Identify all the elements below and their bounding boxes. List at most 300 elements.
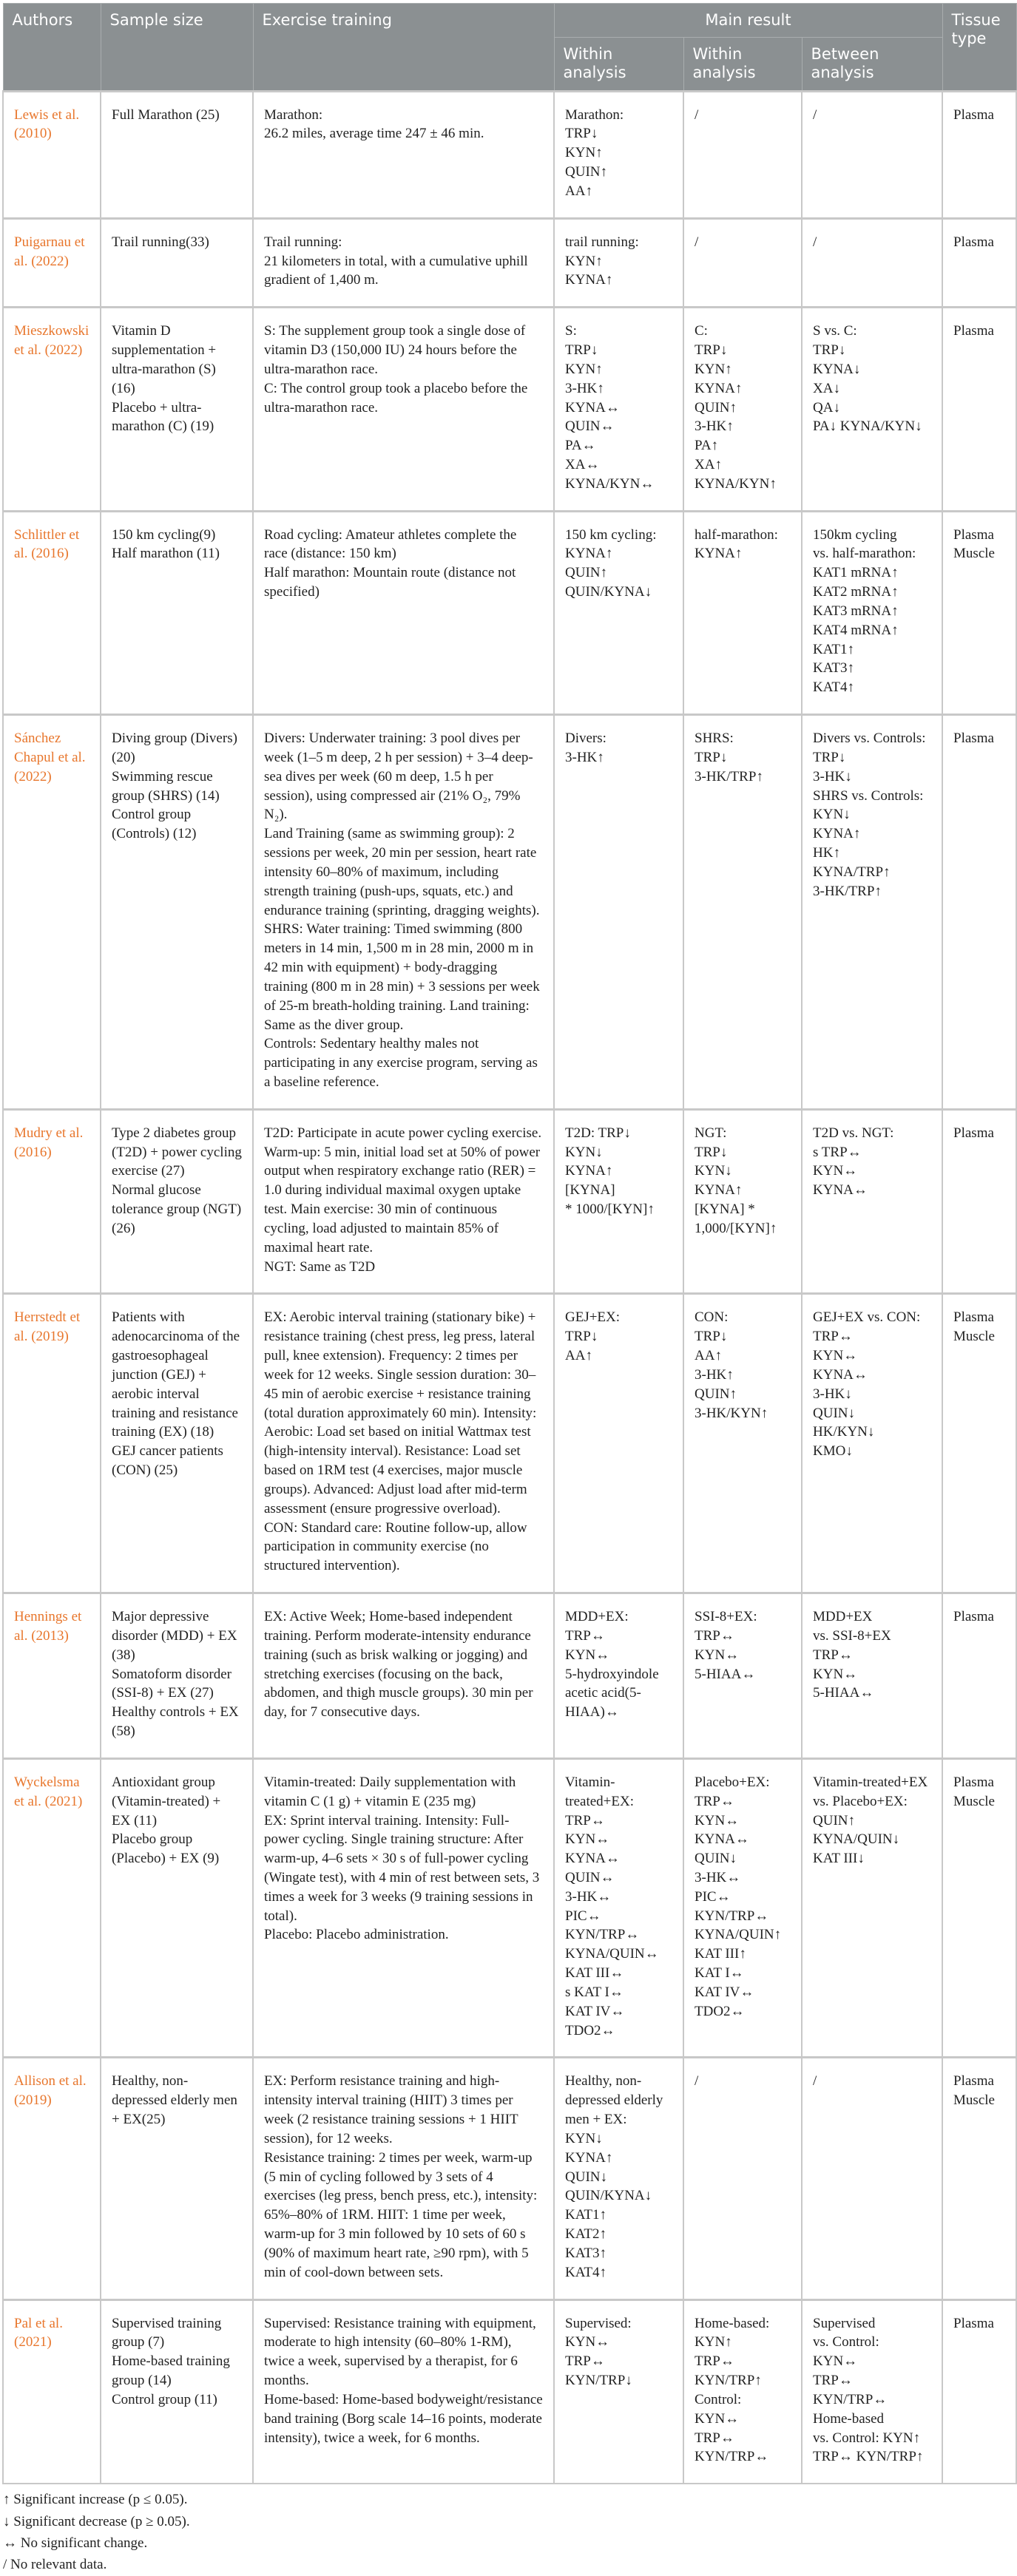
cell-line: s KAT I↔ — [565, 1984, 624, 2000]
cell-line: Control group (Controls) (12) — [112, 807, 197, 842]
cell-line: Placebo group (Placebo) + EX (9) — [112, 1831, 220, 1867]
table-body — [3, 91, 1016, 2484]
cell-line: TRP↔ KYN/TRP↑ — [813, 2449, 924, 2465]
cell-line: QUIN↓ — [813, 1405, 855, 1421]
cell-line: HK↑ — [813, 845, 840, 861]
within-analysis-2-cell — [683, 91, 802, 218]
exercise-training-cell — [253, 1593, 554, 1759]
table-row — [3, 2058, 1016, 2299]
header-tissue-type: Tissue type — [942, 4, 1016, 92]
cell-line: 3-HK↔ — [695, 1869, 741, 1885]
table-footnotes — [0, 2484, 1017, 2576]
cell-line: TRP↔ — [813, 2373, 853, 2389]
within-analysis-2-cell — [683, 218, 802, 307]
cell-line: PA↔ — [565, 438, 596, 454]
cell-line: Trail running(33) — [112, 234, 209, 250]
within-analysis-1-cell — [554, 91, 683, 218]
cell-line: GEJ cancer patients (CON) (25) — [112, 1443, 223, 1479]
header-main-result: Main result — [554, 4, 942, 38]
cell-line: KYN↔ — [565, 1831, 610, 1848]
table-row — [3, 1758, 1016, 2058]
cell-line: / — [813, 234, 817, 250]
cell-line: KYN↑ — [565, 253, 603, 269]
cell-line: Control group (11) — [112, 2391, 217, 2407]
cell-line: AA↑ — [695, 1348, 722, 1364]
cell-line: 21 kilometers in total, with a cumulative uphill gradient of 1,400 m. — [264, 253, 528, 288]
cell-line: KYN↓ — [565, 1144, 603, 1160]
cell-line: Placebo+EX: — [695, 1774, 770, 1790]
between-analysis-cell — [802, 1593, 942, 1759]
cell-line: 26.2 miles, average time 247 ± 46 min. — [264, 126, 484, 142]
within-analysis-2-cell — [683, 2299, 802, 2484]
cell-line: / — [813, 2073, 817, 2089]
cell-line: Vitamin-treated+EX — [813, 1774, 928, 1790]
cell-line: Plasma — [953, 526, 994, 543]
cell-line: TRP↔ — [695, 1627, 734, 1644]
within-analysis-1-cell — [554, 2058, 683, 2299]
cell-line: KAT1 mRNA↑ — [813, 565, 899, 581]
cell-line: NGT: — [695, 1125, 727, 1141]
cell-line: Somatoform disorder (SSI-8) + EX (27) — [112, 1666, 232, 1701]
cell-line: Supervised: Resistance training with equipment, moderate to high intensity (60–80% 1-RM), twice a week, supervised by a therapist, for 6 months. — [264, 2315, 536, 2389]
cell-line: PIC↔ — [695, 1888, 731, 1905]
cell-line: KAT3 mRNA↑ — [813, 603, 899, 619]
cell-line: KAT4↑ — [813, 679, 854, 696]
cell-line: Home-based — [813, 2410, 885, 2427]
footnote: / No relevant data. — [3, 2557, 107, 2573]
between-analysis-cell — [802, 218, 942, 307]
cell-line: TRP↔ — [565, 1812, 605, 1828]
within-analysis-2-cell — [683, 1758, 802, 2058]
cell-line: XA↓ — [813, 380, 840, 396]
table-row — [3, 1294, 1016, 1593]
cell-line: HK/KYN↓ — [813, 1424, 875, 1440]
author-cell[interactable]: Mudry et al. (2016) — [3, 1109, 101, 1294]
cell-line: Plasma — [953, 106, 994, 123]
cell-line: Resistance training: 2 times per week, warm-up (5 min of cycling followed by 3 sets of 4 exercises (leg press, bench press, etc.), intensity: 65%–80% of 1RM. HIIT: 1 time per week, warm-up for 3 min followed by 10 sets of 60 s (90% of maximum heart rate, ≥90 rpm), with 5 min of cool-down between sets. — [264, 2149, 538, 2280]
cell-line: TDO2↔ — [565, 2022, 615, 2038]
between-analysis-cell — [802, 91, 942, 218]
cell-line: 3-HK↓ — [813, 1386, 852, 1402]
cell-line: KAT III↓ — [813, 1851, 865, 1867]
author-cell[interactable]: Pal et al. (2021) — [3, 2299, 101, 2484]
cell-line: KYN↑ — [695, 361, 732, 377]
cell-line: Plasma — [953, 731, 994, 747]
cell-line: MDD+EX — [813, 1609, 873, 1625]
sample-size-cell — [101, 2058, 253, 2299]
header-row-top — [3, 4, 1016, 38]
cell-line: EX: Perform resistance training and high-intensity interval training (HIIT) 3 times per week (2 resistance training sessions + 1 HIIT session), for 12 weeks. — [264, 2073, 518, 2146]
cell-line: Plasma — [953, 234, 994, 250]
cell-line: KAT4↑ — [565, 2264, 607, 2280]
author-cell[interactable]: Hennings et al. (2013) — [3, 1593, 101, 1759]
sample-size-cell — [101, 308, 253, 511]
exercise-training-cell — [253, 308, 554, 511]
cell-line: QA↓ — [813, 399, 840, 416]
cell-line: Healthy, non-depressed elderly men + EX(25) — [112, 2073, 237, 2128]
within-analysis-2-cell — [683, 715, 802, 1110]
between-analysis-cell — [802, 715, 942, 1110]
cell-line: 150km cycling — [813, 526, 897, 543]
cell-line: KYN/TRP↔ — [813, 2391, 888, 2407]
cell-line: QUIN↑ — [695, 399, 737, 416]
cell-line: TRP↓ — [695, 749, 728, 765]
cell-line: Healthy, non-depressed elderly men + EX: — [565, 2073, 663, 2128]
tissue-type-cell — [942, 91, 1016, 218]
footnote: ↓ Significant decrease (p ≥ 0.05). — [3, 2513, 190, 2529]
sample-size-cell — [101, 1109, 253, 1294]
cell-line: KMO↓ — [813, 1443, 853, 1460]
cell-line: KYNA↔ — [813, 1182, 868, 1199]
cell-line: 3-HK/KYN↑ — [695, 1405, 768, 1421]
within-analysis-2-cell — [683, 1109, 802, 1294]
cell-line: TRP↔ — [695, 2353, 734, 2370]
cell-line: Plasma — [953, 1309, 994, 1326]
cell-line: TRP↓ — [565, 1329, 598, 1345]
tissue-type-cell — [942, 308, 1016, 511]
cell-line: Control: — [695, 2391, 742, 2407]
between-analysis-cell — [802, 2299, 942, 2484]
cell-line: KYN↔ — [695, 1647, 740, 1663]
header-within-analysis-1: Within analysis — [554, 38, 683, 91]
table-row — [3, 91, 1016, 218]
cell-line: GEJ+EX vs. CON: — [813, 1309, 921, 1326]
cell-line: QUIN↑ — [813, 1812, 855, 1828]
cell-line: [KYNA] * — [695, 1201, 755, 1218]
cell-line: KYN↑ — [695, 2334, 732, 2350]
cell-line: TRP↔ — [695, 2430, 734, 2446]
cell-line: Plasma — [953, 1125, 994, 1141]
cell-line: Road cycling: Amateur athletes complete the race (distance: 150 km) — [264, 526, 517, 562]
author-cell[interactable]: Sánchez Chapul et al. (2022) — [3, 715, 101, 1110]
cell-line: Muscle — [953, 1793, 995, 1809]
between-analysis-cell — [802, 511, 942, 714]
cell-line: KYNA/QUIN↑ — [695, 1927, 782, 1943]
cell-line: CON: Standard care: Routine follow-up, allow participation in community exercise (no structured intervention). — [264, 1519, 527, 1574]
cell-line: KYNA↔ — [813, 1366, 868, 1383]
sample-size-cell — [101, 1294, 253, 1593]
cell-line: Land Training (same as swimming group): 2 sessions per week, 20 min per session, heart rate intensity 60–80% of maximum, including strength training (push-ups, squats, etc.) and endurance training (sprinting, dragging weights). — [264, 826, 540, 918]
cell-line: QUIN↓ — [695, 1851, 737, 1867]
within-analysis-1-cell — [554, 1758, 683, 2058]
cell-line: 3-HK/TRP↑ — [813, 883, 882, 899]
cell-line: CON: — [695, 1309, 729, 1326]
cell-line: TRP↔ — [565, 2353, 605, 2370]
within-analysis-1-cell — [554, 218, 683, 307]
header-between-analysis: Between analysis — [802, 38, 942, 91]
cell-line: GEJ+EX: — [565, 1309, 621, 1326]
cell-line: QUIN↑ — [565, 164, 607, 180]
footnote: ↑ Significant increase (p ≤ 0.05). — [3, 2492, 188, 2508]
author-cell[interactable]: Herrstedt et al. (2019) — [3, 1294, 101, 1593]
cell-line: Divers vs. Controls: — [813, 731, 926, 747]
sample-size-cell — [101, 511, 253, 714]
cell-line: SHRS vs. Controls: — [813, 787, 924, 804]
cell-line: KYNA↔ — [695, 1831, 749, 1848]
cell-line: TRP↓ — [695, 1329, 728, 1345]
cell-line: Normal glucose tolerance group (NGT) (26) — [112, 1182, 242, 1236]
cell-line: Placebo + ultra-marathon (C) (19) — [112, 399, 214, 435]
cell-line: EX: Sprint interval training. Intensity: Full-power cycling. Single training structure: After warm-up, 4–6 sets × 30 s of full-power cycling (Wingate test), with 4 min of rest between sets, 3 times a week for 3 weeks (9 training sessions in total). — [264, 1812, 540, 1924]
cell-line: Vitamin-treated+EX: — [565, 1774, 635, 1809]
footnote: ↔ No significant change. — [3, 2535, 148, 2552]
cell-line: 5-HIAA↔ — [695, 1666, 756, 1682]
cell-line: Major depressive disorder (MDD) + EX (38) — [112, 1609, 237, 1663]
cell-line: KYNA↑ — [813, 826, 861, 842]
cell-line: SHRS: Water training: Timed swimming (800 meters in 14 min, 1,500 m in 28 min, 2000 m in 42 min with equipment) + body-dragging training (800 m in 28 min) + 3 sessions per week of 25-m breath-holding training. Land training: Same as the diver group. — [264, 921, 540, 1033]
cell-line: XA↔ — [565, 456, 600, 472]
within-analysis-2-cell — [683, 2058, 802, 2299]
within-analysis-1-cell — [554, 2299, 683, 2484]
cell-line: KYN/TRP↑ — [695, 2373, 762, 2389]
cell-line: T2D vs. NGT: — [813, 1125, 894, 1141]
cell-line: 3-HK↑ — [565, 380, 604, 396]
cell-line: Divers: Underwater training: 3 pool dives per week (1–5 m deep, 2 h per session) + 3–4 deep-sea dives per week (60 m deep, 1.5 h per session), using compressed air (21% O₂, 79% N₂). — [264, 731, 533, 823]
cell-line: TRP↔ — [695, 1793, 734, 1809]
exercise-training-cell — [253, 1109, 554, 1294]
cell-line: KYN↔ — [813, 1666, 858, 1682]
cell-line: vs. Control: KYN↑ — [813, 2430, 921, 2446]
exercise-training-cell — [253, 715, 554, 1110]
cell-line: Full Marathon (25) — [112, 106, 220, 123]
cell-line: QUIN↔ — [565, 1869, 615, 1885]
cell-line: Plasma — [953, 1609, 994, 1625]
cell-line: KYNA↑ — [695, 380, 743, 396]
cell-line: KYN↔ — [695, 1812, 740, 1828]
cell-line: Muscle — [953, 1329, 995, 1345]
cell-line: KAT III↔ — [565, 1965, 624, 1982]
between-analysis-cell — [802, 2058, 942, 2299]
cell-line: KAT IV↔ — [695, 1984, 754, 2000]
table-row — [3, 2299, 1016, 2484]
within-analysis-2-cell — [683, 511, 802, 714]
cell-line: trail running: — [565, 234, 639, 250]
cell-line: TRP↓ — [695, 1144, 728, 1160]
tissue-type-cell — [942, 1758, 1016, 2058]
cell-line: Swimming rescue group (SHRS) (14) — [112, 768, 220, 804]
cell-line: KYN↔ — [565, 2334, 610, 2350]
exercise-training-cell — [253, 1294, 554, 1593]
cell-line: Plasma — [953, 1774, 994, 1790]
cell-line: KAT I↔ — [695, 1965, 744, 1982]
cell-line: Half marathon (11) — [112, 546, 220, 562]
table-row — [3, 715, 1016, 1110]
cell-line: EX: Active Week; Home-based independent training. Perform moderate-intensity endurance training (such as brisk walking or jogging) and stretching exercises (focusing on the back, abdomen, and thigh muscle groups). 30 min per day, for 7 consecutive days. — [264, 1609, 533, 1721]
cell-line: NGT: Same as T2D — [264, 1258, 376, 1275]
cell-line: KYN↑ — [565, 361, 603, 377]
author-cell[interactable]: Puigarnau et al. (2022) — [3, 218, 101, 307]
cell-line: QUIN/KYNA↓ — [565, 2188, 652, 2204]
table-row — [3, 1593, 1016, 1759]
cell-line: half-marathon: — [695, 526, 778, 543]
cell-line: Controls: Sedentary healthy males not participating in any exercise program, serving as a baseline reference. — [264, 1036, 538, 1090]
cell-line: KYNA↔ — [565, 399, 620, 416]
exercise-training-cell — [253, 2058, 554, 2299]
cell-line: PIC↔ — [565, 1908, 601, 1924]
table-row — [3, 1109, 1016, 1294]
cell-line: * 1000/[KYN]↑ — [565, 1201, 655, 1218]
within-analysis-1-cell — [554, 1593, 683, 1759]
cell-line: Diving group (Divers) (20) — [112, 731, 237, 765]
cell-line: KYN↔ — [565, 1647, 610, 1663]
cell-line: 5-HIAA↔ — [813, 1685, 874, 1701]
cell-line: C: — [695, 323, 708, 339]
cell-line: Antioxidant group (Vitamin-treated) + EX (11) — [112, 1774, 221, 1828]
sample-size-cell — [101, 1758, 253, 2058]
cell-line: Half marathon: Mountain route (distance not specified) — [264, 565, 516, 600]
cell-line: KYNA/TRP↑ — [813, 864, 891, 880]
table-row — [3, 511, 1016, 714]
cell-line: KAT2↑ — [565, 2226, 607, 2243]
header-authors: Authors — [3, 4, 101, 92]
cell-line: TRP↔ — [813, 1647, 853, 1663]
exercise-training-cell — [253, 2299, 554, 2484]
cell-line: TRP↓ — [695, 342, 728, 359]
cell-line: KYN/TRP↔ — [695, 2449, 769, 2465]
cell-line: Supervised training group (7) — [112, 2315, 222, 2350]
cell-line: vs. SSI-8+EX — [813, 1627, 891, 1644]
exercise-training-cell — [253, 511, 554, 714]
cell-line: [KYNA] — [565, 1182, 615, 1199]
between-analysis-cell — [802, 308, 942, 511]
cell-line: KYN↓ — [695, 1163, 732, 1179]
cell-line: / — [813, 106, 817, 123]
tissue-type-cell — [942, 218, 1016, 307]
cell-line: Muscle — [953, 2092, 995, 2109]
cell-line: S: — [565, 323, 577, 339]
cell-line: TDO2↔ — [695, 2003, 745, 2019]
cell-line: Healthy controls + EX (58) — [112, 1704, 239, 1740]
cell-line: KYNA/QUIN↔ — [565, 1946, 659, 1962]
cell-line: KYNA/QUIN↓ — [813, 1831, 900, 1848]
cell-line: 3-HK/TRP↑ — [695, 768, 763, 784]
within-analysis-1-cell — [554, 1294, 683, 1593]
cell-line: KYNA↑ — [695, 546, 743, 562]
cell-line: KYN/TRP↔ — [695, 1908, 769, 1924]
cell-line: Plasma — [953, 2073, 994, 2089]
author-cell[interactable]: Mieszkowski et al. (2022) — [3, 308, 101, 511]
cell-line: KYNA/KYN↔ — [565, 475, 655, 492]
cell-line: QUIN/KYNA↓ — [565, 584, 652, 600]
cell-line: XA↑ — [695, 456, 722, 472]
cell-line: KAT III↑ — [695, 1946, 746, 1962]
cell-line: Marathon: — [565, 106, 624, 123]
cell-line: KYN/TRP↓ — [565, 2373, 632, 2389]
within-analysis-1-cell — [554, 511, 683, 714]
sample-size-cell — [101, 91, 253, 218]
between-analysis-cell — [802, 1109, 942, 1294]
cell-line: vs. Placebo+EX: — [813, 1793, 908, 1809]
within-analysis-1-cell — [554, 715, 683, 1110]
cell-line: / — [695, 106, 699, 123]
exercise-training-cell — [253, 218, 554, 307]
cell-line: Plasma — [953, 2315, 994, 2331]
cell-line: KYNA↔ — [565, 1851, 620, 1867]
within-analysis-2-cell — [683, 1294, 802, 1593]
cell-line: KYN↓ — [565, 2130, 603, 2146]
cell-line: / — [695, 234, 699, 250]
between-analysis-cell — [802, 1758, 942, 2058]
cell-line: PA↓ KYNA/KYN↓ — [813, 418, 922, 435]
author-cell[interactable]: Lewis et al. (2010) — [3, 91, 101, 218]
header-within-analysis-2: Within analysis — [683, 38, 802, 91]
cell-line: KAT1↑ — [565, 2207, 607, 2223]
cell-line: Marathon: — [264, 106, 323, 123]
cell-line: KYNA↑ — [565, 2149, 613, 2166]
cell-line: KAT2 mRNA↑ — [813, 584, 899, 600]
cell-line: TRP↓ — [565, 342, 598, 359]
cell-line: Supervised: — [565, 2315, 632, 2331]
cell-line: s TRP↔ — [813, 1144, 862, 1160]
tissue-type-cell — [942, 1593, 1016, 1759]
cell-line: KAT1↑ — [813, 641, 854, 657]
cell-line: KAT3↑ — [565, 2245, 607, 2261]
cell-line: Placebo: Placebo administration. — [264, 1927, 449, 1943]
cell-line: AA↑ — [565, 183, 592, 199]
cell-line: KYN↓ — [813, 807, 851, 823]
cell-line: 3-HK↔ — [565, 1888, 612, 1905]
cell-line: SHRS: — [695, 731, 734, 747]
cell-line: QUIN↑ — [565, 565, 607, 581]
cell-line: KYN↔ — [813, 1348, 858, 1364]
cell-line: Home-based: Home-based bodyweight/resistance band training (Borg scale 14–16 points, moderate intensity), twice a week, for 6 months. — [264, 2391, 543, 2446]
sample-size-cell — [101, 1593, 253, 1759]
cell-line: 5-hydroxyindole acetic acid(5-HIAA)↔ — [565, 1666, 659, 1721]
cell-line: 3-HK↑ — [695, 418, 734, 435]
tissue-type-cell — [942, 1109, 1016, 1294]
cell-line: vs. half-marathon: — [813, 546, 916, 562]
cell-line: MDD+EX: — [565, 1609, 629, 1625]
cell-line: S: The supplement group took a single dose of vitamin D3 (150,000 IU) 24 hours before the ultra-marathon race. — [264, 323, 526, 377]
author-cell[interactable]: Allison et al. (2019) — [3, 2058, 101, 2299]
cell-line: TRP↔ — [813, 1329, 853, 1345]
cell-line: C: The control group took a placebo before the ultra-marathon race. — [264, 380, 528, 416]
cell-line: KYNA↑ — [695, 1182, 743, 1199]
cell-line: KYN↑ — [565, 145, 603, 161]
tissue-type-cell — [942, 2058, 1016, 2299]
exercise-training-cell — [253, 91, 554, 218]
cell-line: EX: Aerobic interval training (stationary bike) + resistance training (chest press, leg press, lateral pull, knee extension). Frequency: 2 times per week for 12 weeks. Single session duration: 30–45 min of aerobic exercise + resistance training (total duration approximately 60 min). Intensity: Aerobic: Load set based on initial Wattmax test (high-intensity interval). Resistance: Load set based on 1RM test (4 exercises, major muscle groups). Advanced: Adjust load after mid-term assessment (ensure progressive overload). — [264, 1309, 537, 1516]
tissue-type-cell — [942, 715, 1016, 1110]
cell-line: 150 km cycling(9) — [112, 526, 216, 543]
sample-size-cell — [101, 715, 253, 1110]
cell-line: QUIN↓ — [565, 2169, 607, 2185]
cell-line: Home-based: — [695, 2315, 770, 2331]
cell-line: vs. Control: — [813, 2334, 879, 2350]
cell-line: KYNA↓ — [813, 361, 861, 377]
cell-line: SSI-8+EX: — [695, 1609, 757, 1625]
cell-line: QUIN↑ — [695, 1386, 737, 1402]
exercise-training-cell — [253, 1758, 554, 2058]
header-exercise-training: Exercise training — [253, 4, 554, 92]
author-cell[interactable]: Schlittler et al. (2016) — [3, 511, 101, 714]
cell-line: 3-HK↑ — [565, 749, 604, 765]
cell-line: PA↑ — [695, 438, 719, 454]
cell-line: KYNA↑ — [565, 546, 613, 562]
cell-line: Patients with adenocarcinoma of the gastroesophageal junction (GEJ) + aerobic interval training and resistance training (EX) (18) — [112, 1309, 240, 1440]
cell-line: KYN↔ — [695, 2410, 740, 2427]
cell-line: S vs. C: — [813, 323, 857, 339]
between-analysis-cell — [802, 1294, 942, 1593]
author-cell[interactable]: Wyckelsma et al. (2021) — [3, 1758, 101, 2058]
sample-size-cell — [101, 2299, 253, 2484]
cell-line: T2D: Participate in acute power cycling exercise. Warm-up: 5 min, initial load set at 50% of power output when respiratory exchange ratio (RER) = 1.0 during individual maximal oxygen uptake test. Main exercise: 30 min of continuous cycling, load adjusted to maintain 85% of maximal heart rate. — [264, 1125, 542, 1255]
header-sample-size: Sample size — [101, 4, 253, 92]
within-analysis-1-cell — [554, 308, 683, 511]
cell-line: Type 2 diabetes group (T2D) + power cycling exercise (27) — [112, 1125, 242, 1179]
cell-line: 3-HK↑ — [695, 1366, 734, 1383]
cell-line: T2D: TRP↓ — [565, 1125, 631, 1141]
